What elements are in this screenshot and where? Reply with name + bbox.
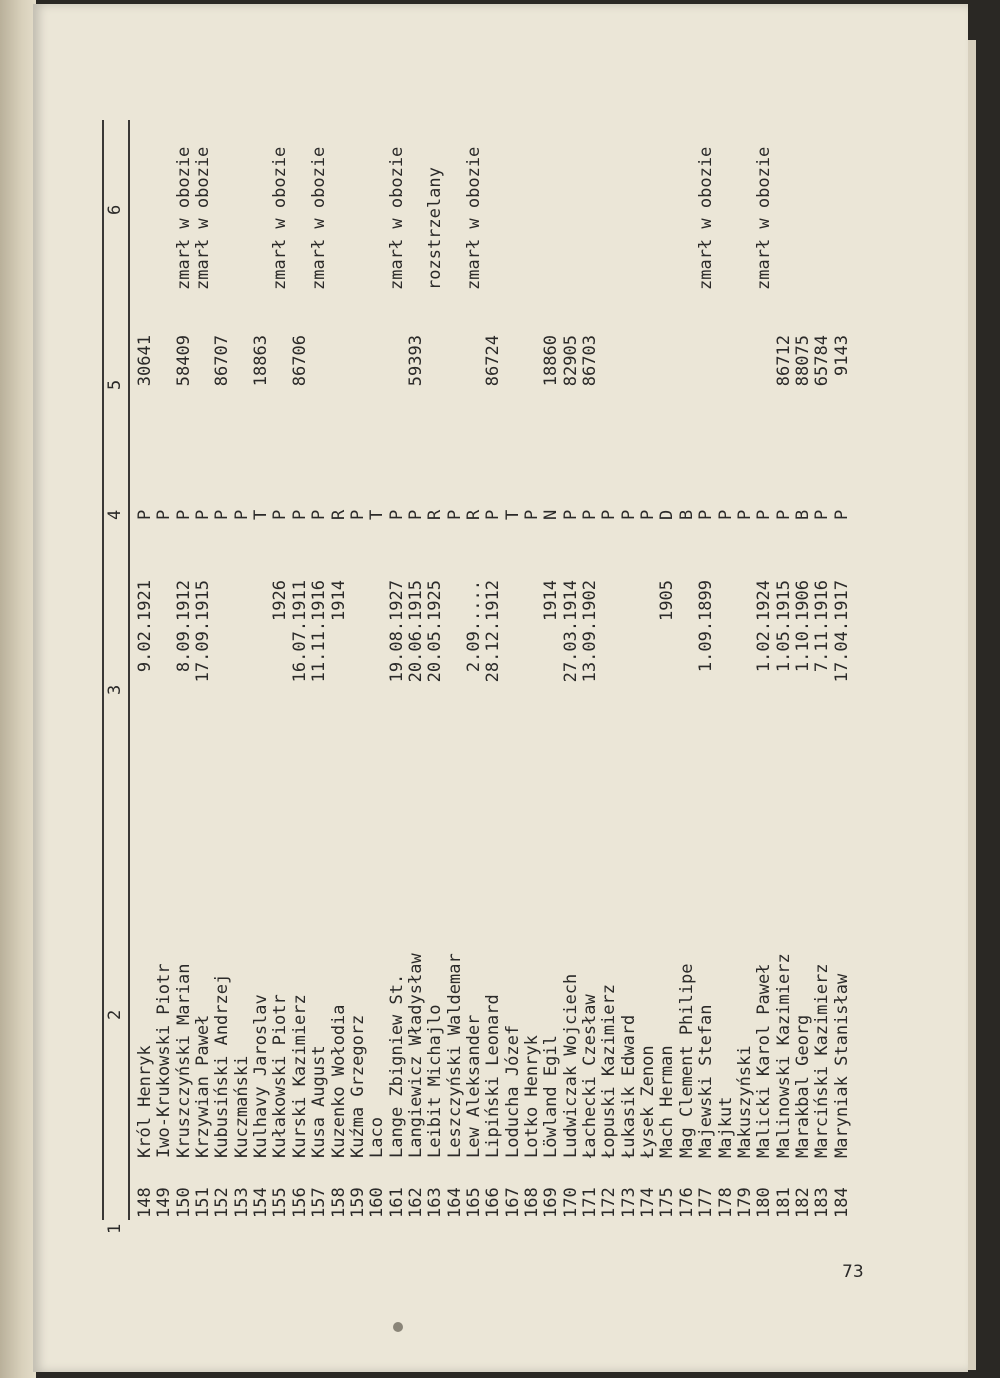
- nationality-code: P: [580, 509, 601, 520]
- camp-number: 86703: [580, 335, 601, 387]
- table-row: [213, 120, 232, 1220]
- person-name: Łukasik Edward: [618, 1014, 639, 1158]
- nationality-code: R: [425, 509, 446, 520]
- table-row: [523, 120, 542, 1220]
- person-name: Lotko Henryk: [522, 1035, 542, 1158]
- nationality-code: P: [444, 509, 465, 520]
- birth-date: 7.11.1916: [812, 580, 833, 673]
- nationality-code: P: [618, 509, 639, 520]
- nationality-code: P: [599, 509, 620, 520]
- row-number: 156: [289, 1187, 310, 1218]
- birth-date: 16.07.1911: [289, 580, 310, 683]
- row-number: 165: [463, 1187, 484, 1218]
- person-name: Kułakowski Piotr: [270, 994, 291, 1158]
- row-number: 151: [193, 1187, 214, 1218]
- table-row: [562, 120, 581, 1220]
- row-number: 179: [734, 1187, 755, 1218]
- person-name: Kulhavy Jaroslav: [251, 994, 272, 1158]
- row-number: 154: [251, 1187, 272, 1218]
- table-row: [388, 120, 407, 1220]
- nationality-code: P: [560, 509, 581, 520]
- camp-number: 86706: [289, 335, 310, 387]
- person-name: Löwland Egil: [541, 1035, 562, 1158]
- remark: zmarł w obozie: [696, 146, 717, 290]
- table-row: [291, 120, 310, 1220]
- person-name: Marakbal Georg: [792, 1014, 813, 1158]
- table-row: [252, 120, 271, 1220]
- remark: zmarł w obozie: [309, 146, 330, 290]
- table-row: [446, 120, 465, 1220]
- person-name: Majewski Stefan: [696, 1004, 717, 1158]
- row-number: 157: [309, 1187, 330, 1218]
- birth-date: 1914: [328, 580, 349, 621]
- table-row: [717, 120, 736, 1220]
- row-number: 163: [425, 1187, 446, 1218]
- birth-date: 9.02.1921: [135, 580, 155, 673]
- person-name: Malinowski Kazimierz: [773, 953, 794, 1158]
- table-row: [368, 120, 387, 1220]
- nationality-code: P: [154, 509, 175, 520]
- page-number: 73: [842, 1262, 864, 1282]
- person-name: Kusa August: [309, 1045, 330, 1158]
- row-number: 184: [831, 1187, 852, 1218]
- birth-date: 17.04.1917: [831, 580, 852, 683]
- row-number: 153: [231, 1187, 252, 1218]
- camp-number: 58409: [173, 335, 194, 387]
- birth-date: 1.10.1906: [792, 580, 813, 673]
- birth-date: 1905: [657, 580, 678, 621]
- nationality-code: P: [831, 509, 852, 520]
- nationality-code: P: [773, 509, 794, 520]
- birth-date: 1926: [270, 580, 291, 621]
- row-number: 164: [444, 1187, 465, 1218]
- row-number: 167: [502, 1187, 523, 1218]
- person-name: Łachecki Czesław: [580, 994, 601, 1158]
- binding-mark: [393, 1322, 403, 1332]
- birth-date: 20.06.1915: [405, 580, 426, 683]
- remark: zmarł w obozie: [193, 146, 214, 290]
- camp-number: 88075: [792, 335, 813, 387]
- table-row: [504, 120, 523, 1220]
- row-number: 172: [599, 1187, 620, 1218]
- row-number: 176: [676, 1187, 697, 1218]
- remark: rozstrzelany: [425, 167, 446, 290]
- person-name: Majkut: [715, 1096, 736, 1158]
- nationality-code: B: [792, 509, 813, 520]
- table-row: [736, 120, 755, 1220]
- table-row: [155, 120, 174, 1220]
- nationality-code: P: [193, 509, 214, 520]
- table-row: [330, 120, 349, 1220]
- row-number: 180: [754, 1187, 775, 1218]
- row-number: 177: [696, 1187, 717, 1218]
- row-number: 182: [792, 1187, 813, 1218]
- row-number: 173: [618, 1187, 639, 1218]
- camp-number: 9143: [831, 335, 852, 376]
- person-name: Lew Aleksander: [463, 1014, 484, 1158]
- person-name: Kuźma Grzegorz: [347, 1014, 368, 1158]
- row-number: 152: [212, 1187, 233, 1218]
- nationality-code: T: [367, 509, 388, 520]
- header-col-6: 6: [105, 204, 125, 215]
- camp-number: 65784: [812, 335, 833, 387]
- remark: zmarł w obozie: [463, 146, 484, 290]
- header-col-1: 1: [105, 1223, 125, 1234]
- table-header-rule: [128, 120, 130, 1220]
- person-name: Marciński Kazimierz: [812, 963, 833, 1158]
- row-number: 155: [270, 1187, 291, 1218]
- row-number: 158: [328, 1187, 349, 1218]
- nationality-code: P: [522, 509, 542, 520]
- row-number: 181: [773, 1187, 794, 1218]
- row-number: 171: [580, 1187, 601, 1218]
- birth-date: 1.02.1924: [754, 580, 775, 673]
- row-number: 168: [522, 1187, 542, 1218]
- remark: zmarł w obozie: [754, 146, 775, 290]
- person-name: Kurski Kazimierz: [289, 994, 310, 1158]
- nationality-code: P: [309, 509, 330, 520]
- person-name: Kuzenko Wołodia: [328, 1004, 349, 1158]
- person-name: Kuczmański: [231, 1055, 252, 1158]
- prisoner-table: [105, 120, 856, 1234]
- table-row: [542, 120, 561, 1220]
- nationality-code: P: [696, 509, 717, 520]
- header-col-4: 4: [105, 509, 125, 520]
- table-row: [620, 120, 639, 1220]
- nationality-code: P: [483, 509, 504, 520]
- table-top-rule: [102, 120, 104, 1220]
- camp-number: 30641: [135, 335, 155, 387]
- row-number: 170: [560, 1187, 581, 1218]
- table-row: [271, 120, 290, 1220]
- row-number: 161: [386, 1187, 407, 1218]
- nationality-code: R: [463, 509, 484, 520]
- person-name: Krzywian Paweł: [193, 1014, 214, 1158]
- camp-number: 86707: [212, 335, 233, 387]
- table-row: [755, 120, 774, 1220]
- person-name: Langiewicz Władysław: [405, 953, 426, 1158]
- nationality-code: P: [231, 509, 252, 520]
- nationality-code: P: [715, 509, 736, 520]
- table-row: [310, 120, 329, 1220]
- camp-number: 18860: [541, 335, 562, 387]
- facing-page-edge: [0, 0, 36, 1378]
- nationality-code: P: [754, 509, 775, 520]
- person-name: Leibit Michajlo: [425, 1004, 446, 1158]
- nationality-code: P: [212, 509, 233, 520]
- birth-date: 1.05.1915: [773, 580, 794, 673]
- nationality-code: P: [289, 509, 310, 520]
- table-row: [658, 120, 677, 1220]
- remark: zmarł w obozie: [386, 146, 407, 290]
- page-edge: [968, 40, 976, 1370]
- row-number: 159: [347, 1187, 368, 1218]
- person-name: Łopuski Kazimierz: [599, 984, 620, 1158]
- camp-number: 59393: [405, 335, 426, 387]
- header-col-5: 5: [105, 379, 125, 390]
- person-name: Mach Herman: [657, 1045, 678, 1158]
- row-number: 169: [541, 1187, 562, 1218]
- row-number: 175: [657, 1187, 678, 1218]
- row-number: 149: [154, 1187, 175, 1218]
- table-row: [581, 120, 600, 1220]
- person-name: Loducha Józef: [502, 1024, 523, 1158]
- person-name: Malicki Karol Paweł: [754, 963, 775, 1158]
- nationality-code: P: [173, 509, 194, 520]
- birth-date: 1914: [541, 580, 562, 621]
- nationality-code: P: [638, 509, 659, 520]
- person-name: Leszczyński Waldemar: [444, 953, 465, 1158]
- birth-date: 2.09.....: [463, 580, 484, 673]
- nationality-code: T: [251, 509, 272, 520]
- camp-number: 86712: [773, 335, 794, 387]
- table-row: [639, 120, 658, 1220]
- nationality-code: P: [812, 509, 833, 520]
- person-name: Kruszczyński Marian: [173, 963, 194, 1158]
- person-name: Mag Clement Philipe: [676, 963, 697, 1158]
- table-row: [136, 120, 155, 1220]
- nationality-code: R: [328, 509, 349, 520]
- table-row: [697, 120, 716, 1220]
- nationality-code: N: [541, 509, 562, 520]
- table-row: [194, 120, 213, 1220]
- nationality-code: P: [734, 509, 755, 520]
- person-name: Makuszyński: [734, 1045, 755, 1158]
- nationality-code: P: [405, 509, 426, 520]
- table-row: [233, 120, 252, 1220]
- birth-date: 1.09.1899: [696, 580, 717, 673]
- table-row: [175, 120, 194, 1220]
- row-number: 166: [483, 1187, 504, 1218]
- person-name: Laco: [367, 1117, 388, 1158]
- nationality-code: B: [676, 509, 697, 520]
- person-name: Lange Zbigniew St.: [386, 973, 407, 1158]
- nationality-code: P: [347, 509, 368, 520]
- header-col-3: 3: [105, 684, 125, 695]
- person-name: Kubusiński Andrzej: [212, 973, 233, 1158]
- table-row: [484, 120, 503, 1220]
- row-number: 162: [405, 1187, 426, 1218]
- camp-number: 86724: [483, 335, 504, 387]
- birth-date: 11.11.1916: [309, 580, 330, 683]
- row-number: 148: [135, 1187, 155, 1218]
- nationality-code: P: [270, 509, 291, 520]
- person-name: Łysek Zenon: [638, 1045, 659, 1158]
- table-row: [794, 120, 813, 1220]
- row-number: 178: [715, 1187, 736, 1218]
- nationality-code: T: [502, 509, 523, 520]
- table-row: [678, 120, 697, 1220]
- person-name: Król Henryk: [135, 1045, 155, 1158]
- nationality-code: P: [386, 509, 407, 520]
- person-name: Iwo-Krukowski Piotr: [154, 963, 175, 1158]
- table-row: [465, 120, 484, 1220]
- nationality-code: P: [135, 509, 155, 520]
- header-col-2: 2: [105, 1009, 125, 1020]
- person-name: Lipiński Leonard: [483, 994, 504, 1158]
- camp-number: 18863: [251, 335, 272, 387]
- birth-date: 8.09.1912: [173, 580, 194, 673]
- remark: zmarł w obozie: [270, 146, 291, 290]
- person-name: Ludwiczak Wojciech: [560, 973, 581, 1158]
- table-row: [813, 120, 832, 1220]
- table-row: [426, 120, 445, 1220]
- birth-date: 17.09.1915: [193, 580, 214, 683]
- birth-date: 20.05.1925: [425, 580, 446, 683]
- header-row: [105, 120, 125, 1234]
- birth-date: 27.03.1914: [560, 580, 581, 683]
- camp-number: 82905: [560, 335, 581, 387]
- table-row: [833, 120, 852, 1220]
- row-number: 183: [812, 1187, 833, 1218]
- person-name: Maryniak Stanisław: [831, 973, 852, 1158]
- remark: zmarł w obozie: [173, 146, 194, 290]
- birth-date: 13.09.1902: [580, 580, 601, 683]
- row-number: 150: [173, 1187, 194, 1218]
- row-number: 160: [367, 1187, 388, 1218]
- row-number: 174: [638, 1187, 659, 1218]
- table-row: [775, 120, 794, 1220]
- birth-date: 28.12.1912: [483, 580, 504, 683]
- nationality-code: D: [657, 509, 678, 520]
- table-row: [349, 120, 368, 1220]
- table-row: [600, 120, 619, 1220]
- birth-date: 19.08.1927: [386, 580, 407, 683]
- table-row: [407, 120, 426, 1220]
